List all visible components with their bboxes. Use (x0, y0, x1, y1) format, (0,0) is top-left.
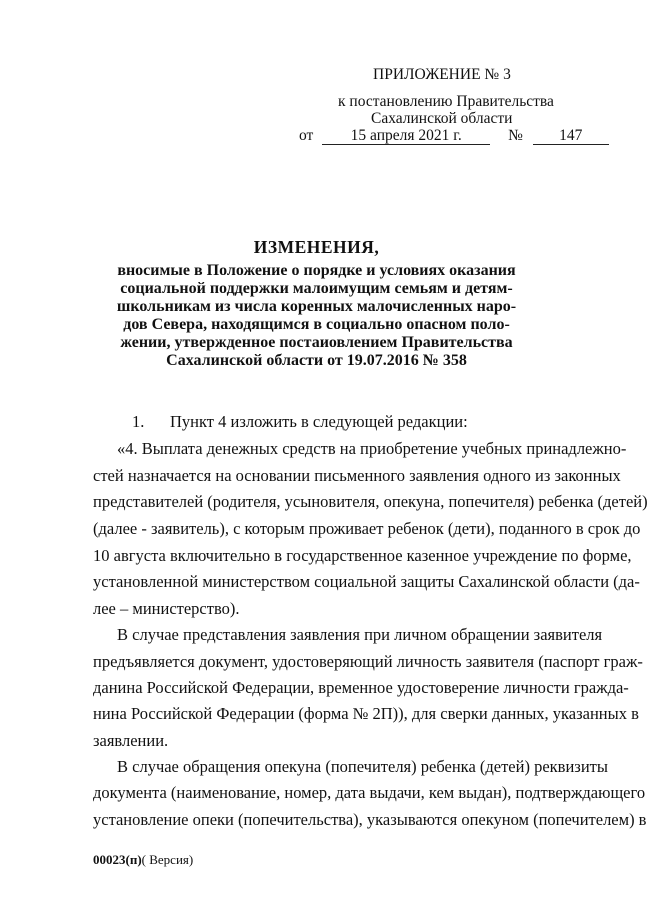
item-number: 1. (132, 412, 145, 431)
body-line: предъявляется документ, удостоверяющий личность заявителя (паспорт граж- (93, 652, 643, 671)
subtitle-line: дов Севера, находящимся в социально опасном поло- (123, 316, 510, 333)
appendix-label: ПРИЛОЖЕНИЕ № 3 (373, 66, 511, 83)
from-label: от (299, 127, 314, 144)
subtitle-line: вносимые в Положение о порядке и условиях оказания (117, 262, 516, 279)
resolution-date-row (299, 127, 609, 145)
body-line: установление опеки (попечительства), указываются опекуном (попечителем) в (93, 810, 647, 829)
body-line: В случае представления заявления при личном обращении заявителя (117, 625, 603, 644)
resolution-ref: к постановлению Правительства (338, 93, 554, 110)
body-line: представителей (родителя, усыновителя, опекуна, попечителя) ребенка (детей) (93, 492, 648, 511)
body-line: В случае обращения опекуна (попечителя) ребенка (детей) реквизиты (117, 757, 608, 776)
subtitle-line: жении, утвержденное постаиовлением Правительства (120, 334, 513, 351)
resolution-number: 147 (533, 128, 609, 145)
body-line: заявлении. (93, 731, 169, 750)
subtitle-line: социальной поддержки малоимущим семьям и детям- (120, 280, 513, 297)
body-line: установленной министерством социальной защиты Сахалинской области (да- (93, 572, 640, 591)
body-line: стей назначается на основании письменного заявления одного из законных (93, 466, 621, 485)
subtitle-line: Сахалинской области от 19.07.2016 № 358 (166, 352, 467, 369)
body-line: данина Российской Федерации, временное удостоверение личности гражда- (93, 678, 629, 697)
number-label: № (508, 127, 523, 144)
resolution-date: 15 апреля 2021 г. (322, 128, 490, 145)
document-code-number: 00023(п) (93, 852, 142, 867)
region-label: Сахалинской области (371, 110, 513, 127)
body-line: 10 августа включительно в государственное казенное учреждение по форме, (93, 546, 632, 565)
document-version: ( Версия) (141, 852, 194, 867)
body-line: нина Российской Федерации (форма № 2П)), для сверки данных, указанных в (93, 704, 639, 723)
subtitle-line: школьникам из числа коренных малочисленных наро- (116, 298, 517, 315)
page-title: ИЗМЕНЕНИЯ, (253, 237, 380, 257)
body-line: документа (наименование, номер, дата выдачи, кем выдан), подтверждающего (93, 783, 646, 802)
item-text: Пункт 4 изложить в следующей редакции: (170, 412, 468, 431)
body-line: (далее - заявитель), с которым проживает ребенок (дети), поданного в срок до (93, 519, 641, 538)
body-line: лее – министерство). (93, 599, 240, 618)
document-code (93, 852, 193, 868)
body-line: «4. Выплата денежных средств на приобретение учебных принадлежно- (117, 439, 627, 458)
